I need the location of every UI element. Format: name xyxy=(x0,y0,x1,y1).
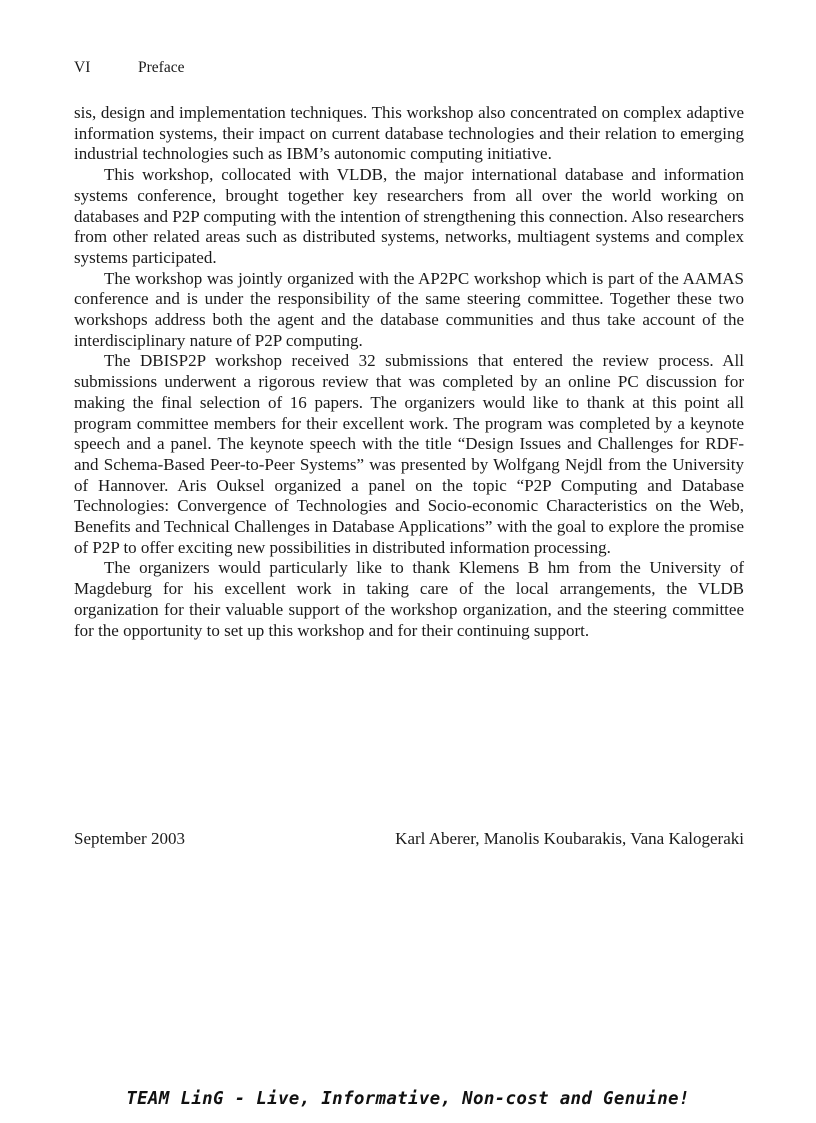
section-title: Preface xyxy=(138,59,185,76)
signature-authors: Karl Aberer, Manolis Koubarakis, Vana Kalogeraki xyxy=(395,829,744,848)
paragraph-workshop-intro: This workshop, collocated with VLDB, the major international database and information systems conference, brought together key researchers from all over the world working on databases and P2P computing with the intention of strengthening this connection. Also researchers from other related areas such as distributed systems, networks, multiagent systems and complex systems participated. xyxy=(74,165,744,267)
signature-date: September 2003 xyxy=(74,829,185,848)
paragraph-submissions: The DBISP2P workshop received 32 submissions that entered the review process. All submissions underwent a rigorous review that was completed by an online PC discussion for making the final selection of 16 papers. The organizers would like to thank at this point all program committee members for their excellent work. The program was completed by a keynote speech and a panel. The keynote speech with the title “Design Issues and Challenges for RDF- and Schema-Based Peer-to-Peer Systems” was presented by Wolfgang Nejdl from the University of Hannover. Aris Ouksel organized a panel on the topic “P2P Computing and Database Technologies: Convergence of Technologies and Socio-economic Characteristics on the Web, Benefits and Technical Challenges in Database Applications” with the goal to explore the promise of P2P to offer exciting new possibilities in distributed information processing. xyxy=(74,351,744,557)
paragraph-joint-organization: The workshop was jointly organized with the AP2PC workshop which is part of the AAMAS conference and is under the responsibility of the same steering committee. Together these two workshops address both the agent and the database communities and thus take account of the interdisciplinary nature of P2P computing. xyxy=(74,268,744,350)
running-head xyxy=(74,58,184,78)
signature-line xyxy=(74,828,744,850)
paragraph-acknowledgements: The organizers would particularly like to thank Klemens B hm from the University of Magdeburg for his excellent work in taking care of the local arrangements, the VLDB organization for their valuable support of the workshop organization, and the steering committee for the opportunity to set up this workshop and for their continuing support. xyxy=(74,558,744,640)
preface-body xyxy=(74,103,744,641)
paragraph-continuation: sis, design and implementation techniques. This workshop also concentrated on complex adaptive information systems, their impact on current database technologies and their relation to emerging industrial technologies such as IBM’s autonomic computing initiative. xyxy=(74,103,744,164)
footer-banner: TEAM LinG - Live, Informative, Non-cost and Genuine! xyxy=(126,1089,690,1109)
page-number: VI xyxy=(74,59,91,76)
